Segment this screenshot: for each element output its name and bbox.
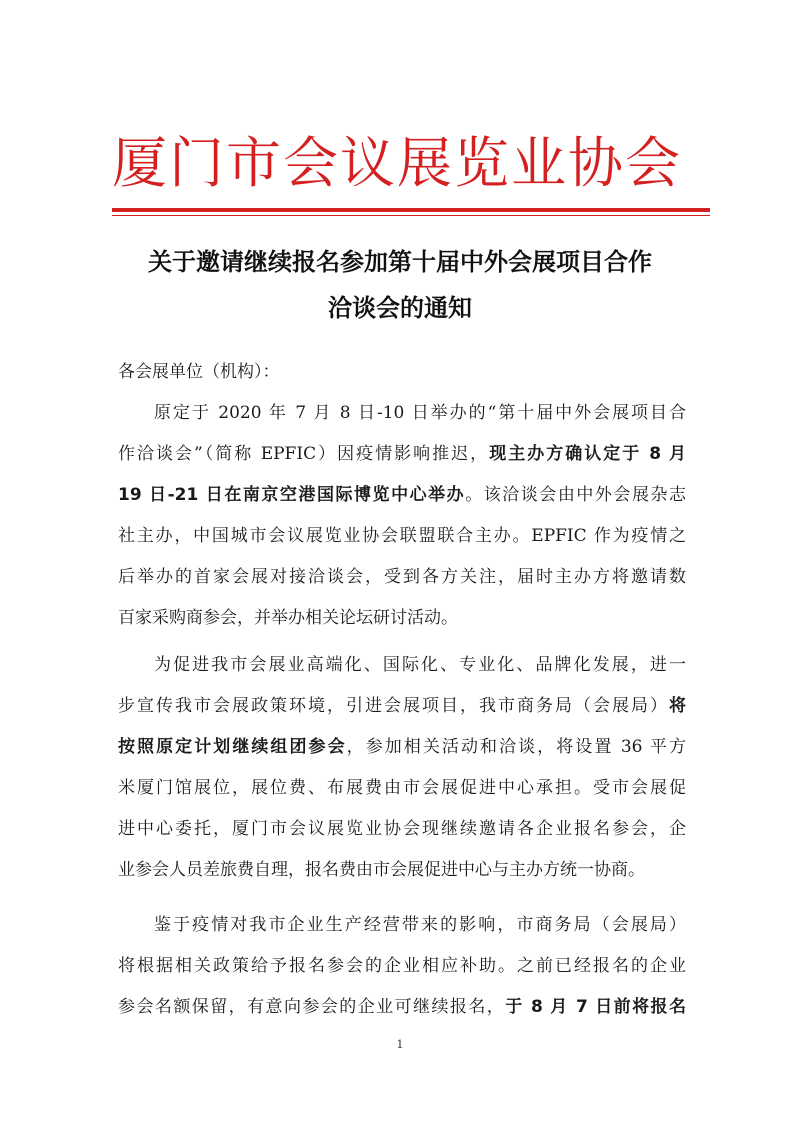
paragraph-1-line: 原定于 2020 年 7 月 8 日-10 日举办的“第十届中外会展项目合 [154,403,686,423]
text-span: 作洽谈会”（简称 EPFIC）因疫情影响推迟， [118,444,490,464]
paragraph-1-line: 后举办的首家会展对接洽谈会，受到各方关注，届时主办方将邀请数 [118,567,686,587]
paragraph-2-line: 进中心委托，厦门市会议展览业协会现继续邀请各企业报名参会，企 [118,819,686,839]
paragraph-1-line [118,475,686,516]
document-title-line-1: 关于邀请继续报名参加第十届中外会展项目合作 [148,248,652,276]
paragraph-2-line: 米厦门馆展位，展位费、布展费由市会展促进中心承担。受市会展促 [118,778,686,798]
paragraph-1-line: 社主办，中国城市会议展览业协会联盟联合主办。EPFIC 作为疫情之 [118,526,686,546]
text-span: 参会名额保留，有意向参会的企业可继续报名， [118,997,506,1017]
paragraph-2-line: 为促进我市会展业高端化、国际化、专业化、品牌化发展，进一 [154,655,686,675]
document-title-line-2: 洽谈会的通知 [328,294,472,322]
bold-text: 现主办方确认定于 8 月 [489,444,686,464]
paragraph-3-line: 将根据相关政策给予报名参会的企业相应补助。之前已经报名的企业 [118,956,686,976]
paragraph-1 [118,393,686,639]
paragraph-2 [118,645,686,891]
bold-text: 按照原定计划继续组团参会 [118,737,347,757]
text-span: 。该洽谈会由中外会展杂志 [465,485,686,505]
page-number: 1 [396,1038,404,1051]
bold-text: 将 [669,696,686,716]
header-rule-thin [112,215,710,216]
salutation: 各会展单位（机构）： [118,362,280,382]
paragraph-2-line [118,727,686,768]
paragraph-3 [118,905,686,1028]
org-header-title: 厦门市会议展览业协会 [112,131,683,195]
bold-text: 于 8 月 7 日前将报名 [505,997,686,1017]
paragraph-1-line [118,434,686,475]
bold-text: 19 日-21 日在南京空港国际博览中心举办 [118,485,466,505]
paragraph-2-line: 业参会人员差旅费自理，报名费由市会展促进中心与主办方统一协商。 [118,860,645,880]
paragraph-3-line [118,987,686,1028]
header-rule-thick [112,208,710,212]
paragraph-1-line: 百家采购商参会，并举办相关论坛研讨活动。 [118,608,458,628]
paragraph-3-line: 鉴于疫情对我市企业生产经营带来的影响，市商务局（会展局） [154,915,686,935]
text-span: ，参加相关活动和洽谈，将设置 36 平方 [346,737,686,757]
paragraph-2-line [118,686,686,727]
text-span: 步宣传我市会展政策环境，引进会展项目，我市商务局（会展局） [118,696,669,716]
